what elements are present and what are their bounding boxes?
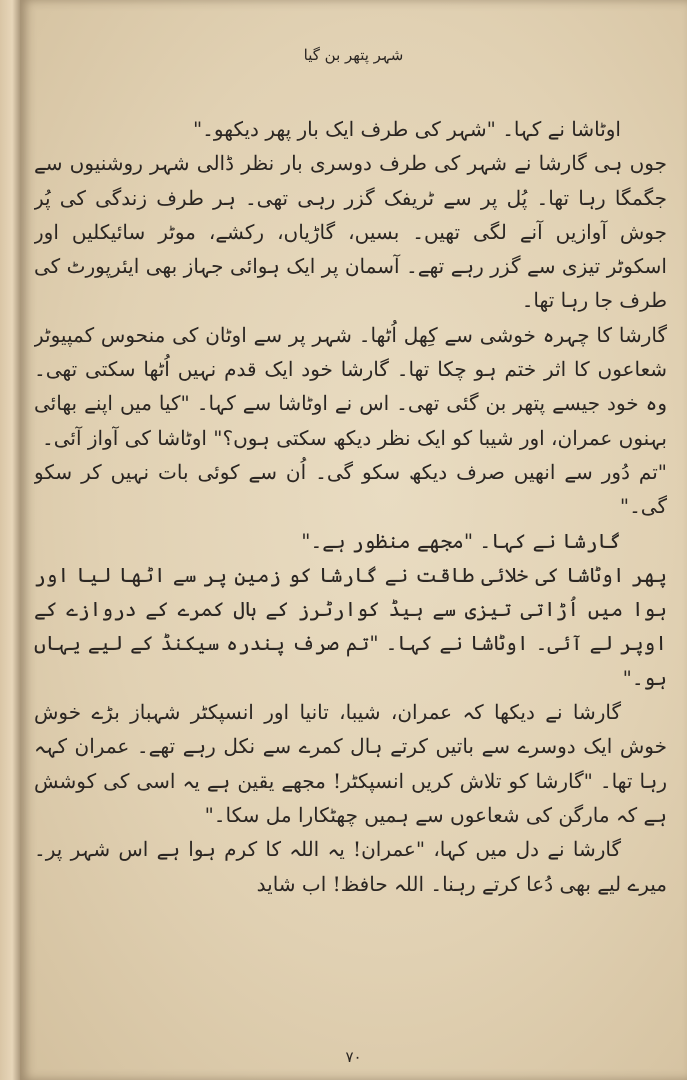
previous-page-edge bbox=[0, 0, 22, 1080]
body-text bbox=[34, 112, 667, 1012]
paragraph: گارشا کا چہرہ خوشی سے کِھل اُٹھا۔ شہر پر سے اوٹان کی منحوس کمپیوٹر شعاعوں کا اثر ختم ہو چکا تھا۔ گارشا خود ایک قدم نہیں اُٹھا سکتی تھی۔ وہ خود جیسے پتھر بن گئی تھی۔ اس نے اوٹاشا سے کہا۔ "کیا میں اپنے بھائی بہنوں عمران، اور شیبا کو ایک نظر دیکھ سکتی ہوں؟" اوٹاشا کی آواز آئی۔ bbox=[34, 322, 667, 450]
paragraph: "تم دُور سے انھیں صرف دیکھ سکو گی۔ اُن سے کوئی بات نہیں کر سکو گی۔" bbox=[34, 459, 667, 519]
paragraph: پھر اوٹاشا کی خلائی طاقت نے گارشا کو زمین پر سے اٹھا لیا اور ہوا میں اُڑاتی تیزی سے ہیڈ کوارٹرز کے ہال کمرے کے دروازے کے اوپر لے آئی۔ اوٹاشا نے کہا۔ "تم صرف پندرہ سیکنڈ کے لیے یہاں ہو۔" bbox=[34, 562, 667, 690]
book-page bbox=[20, 0, 687, 1080]
paragraph: جوں ہی گارشا نے شہر کی طرف دوسری بار نظر ڈالی شہر روشنیوں سے جگمگا رہا تھا۔ پُل پر سے ٹریفک گزر رہی تھی۔ ہر طرف زندگی کی پُر جوش آوازیں آنے لگی تھیں۔ بسیں، گاڑیاں، رکشے، موٹر سائیکلیں اور اسکوٹر تیزی سے گزر رہے تھے۔ آسمان پر ایک ہوائی جہاز بھی ایئرپورٹ کی طرف جا رہا تھا۔ bbox=[34, 151, 667, 313]
running-header: شہر پتھر بن گیا bbox=[303, 46, 404, 64]
paragraph: گارشا نے دیکھا کہ عمران، شیبا، تانیا اور انسپکٹر شہباز بڑے خوش خوش ایک دوسرے سے باتیں کرتے ہال کمرے سے نکل رہے تھے۔ عمران کہہ رہا تھا۔ "گارشا کو تلاش کریں انسپکٹر! مجھے یقین ہے یہ اسی کی کوشش ہے کہ مارگن کی شعاعوں سے ہمیں چھٹکارا مل سکا۔" bbox=[34, 700, 667, 827]
paragraph: اوٹاشا نے کہا۔ "شہر کی طرف ایک بار پھر دیکھو۔" bbox=[192, 117, 621, 141]
page-number: ۷۰ bbox=[345, 1048, 362, 1066]
paragraph: گارشا نے کہا۔ "مجھے منظور ہے۔" bbox=[301, 528, 621, 553]
paragraph: گارشا نے دل میں کہا، "عمران! یہ اللہ کا کرم ہوا ہے اس شہر پر۔ میرے لیے بھی دُعا کرتے رہنا۔ اللہ حافظ! اب شاید bbox=[34, 837, 667, 896]
